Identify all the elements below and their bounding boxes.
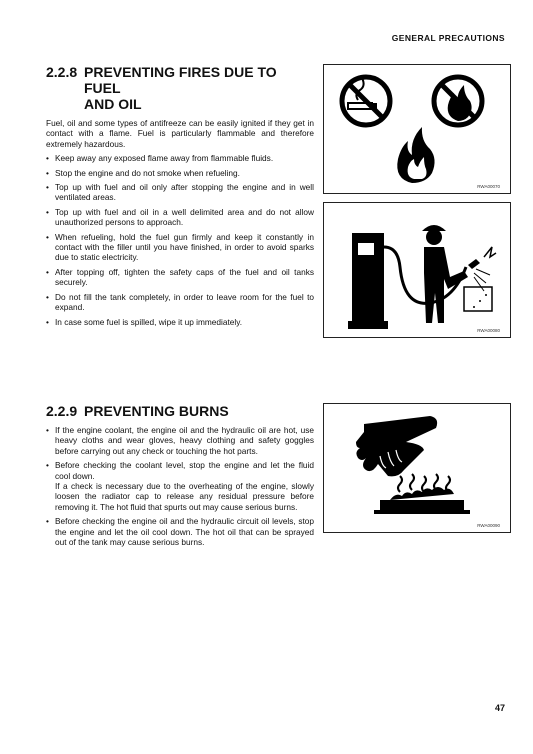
- list-item-continuation: If a check is necessary due to the overheating of the engine, slowly loosen the radiator cap to release any residual pressure before removing it. The hot fluid that spurts out may cause serious burns.: [55, 481, 314, 512]
- bullet-list: [46, 153, 314, 327]
- figure-burn-hazard: [323, 403, 511, 533]
- section-number: 2.2.8: [46, 64, 78, 80]
- list-item: • After topping off, tighten the safety caps of the fuel and oil tanks securely.: [46, 267, 314, 288]
- running-header: GENERAL PRECAUTIONS: [391, 33, 505, 43]
- list-item: • Keep away any exposed flame away from flammable fluids.: [46, 153, 314, 163]
- hot-surface-icon: [374, 474, 470, 514]
- worker-icon: [422, 225, 480, 323]
- figure-code: RWA00070: [477, 184, 500, 189]
- list-item: • Top up with fuel and oil in a well delimited area and do not allow unauthorized persons to approach.: [46, 207, 314, 228]
- section-heading: PREVENTING FIRES DUE TO FUEL AND OIL: [84, 64, 277, 112]
- no-smoking-icon: [342, 77, 390, 125]
- list-item: • Top up with fuel and oil only after stopping the engine and in well ventilated areas.: [46, 182, 314, 203]
- figure-refueling: [323, 202, 511, 338]
- no-open-flame-icon: [434, 77, 482, 125]
- figure-code: RWA00080: [477, 328, 500, 333]
- section-number: 2.2.9: [46, 403, 78, 419]
- section-title: [46, 64, 314, 112]
- list-item: • When refueling, hold the fuel gun firmly and keep it constantly in contact with the filler until you have finished, in order to avoid sparks due to static electricity.: [46, 232, 314, 263]
- flame-icon: [397, 127, 434, 183]
- list-item: • Stop the engine and do not smoke when refueling.: [46, 168, 314, 178]
- section-intro: Fuel, oil and some types of antifreeze can be easily ignited if they get in contact with a flame. Fuel is particularly flammable and therefore extremely hazardous.: [46, 118, 314, 149]
- section-preventing-fires: [46, 64, 314, 331]
- section-title: [46, 403, 314, 419]
- list-item: • Do not fill the tank completely, in order to leave room for the fuel to expand.: [46, 292, 314, 313]
- hand-icon: [356, 416, 437, 476]
- section-preventing-burns: [46, 403, 314, 551]
- list-item: • Before checking the engine oil and the hydraulic circuit oil levels, stop the engine and let the oil cool down. The hot oil that can be sprayed out of the tank may cause serious burns.: [46, 516, 314, 547]
- list-item: • Before checking the coolant level, stop the engine and let the fluid cool down. If a check is necessary due to the overheating of the engine, slowly loosen the radiator cap to release any residual pressure before removing it. The hot fluid that spurts out may cause serious burns.: [46, 460, 314, 512]
- figure-code: RWA00090: [477, 523, 500, 528]
- list-item: • In case some fuel is spilled, wipe it up immediately.: [46, 317, 314, 327]
- bullet-list: [46, 425, 314, 547]
- page-number: 47: [494, 703, 505, 713]
- section-heading: PREVENTING BURNS: [84, 403, 229, 419]
- list-item: • If the engine coolant, the engine oil and the hydraulic oil are hot, use heavy cloths and wear gloves, heavy clothing and safety goggles before carrying out any check or touching the hot parts.: [46, 425, 314, 456]
- figure-fire-symbols: [323, 64, 511, 194]
- fuel-tank-icon: [464, 287, 492, 311]
